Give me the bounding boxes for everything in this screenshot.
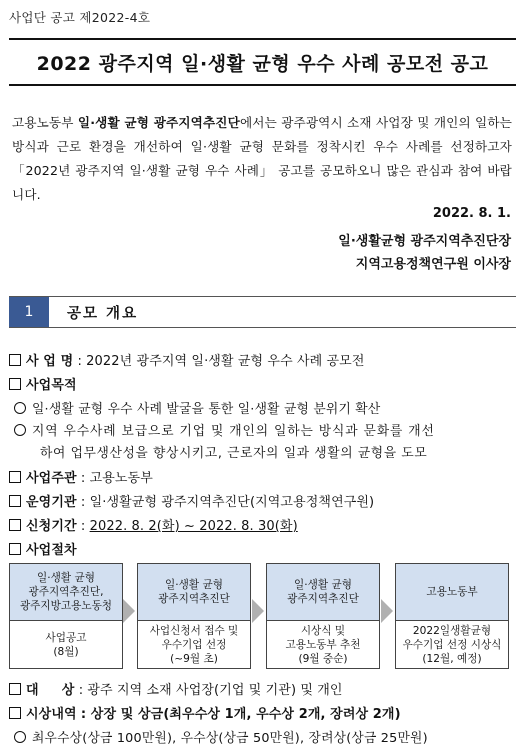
flow-text: 사업공고 <box>45 631 87 644</box>
intro-paragraph <box>12 111 512 207</box>
item-label: 운영기관 <box>26 495 77 510</box>
intro-org-name: 일·생활 균형 광주지역추진단 <box>77 115 240 130</box>
flow-step-1 <box>9 563 123 669</box>
flow-step-task <box>138 621 250 668</box>
circle-bullet-icon <box>14 731 26 743</box>
intro-part-4: 공고를 공모하오니 많은 관심과 참여 바랍니다. <box>12 163 512 202</box>
flow-text: (12월, 예정) <box>422 652 482 665</box>
flow-text: 광주지방고용노동청 <box>19 600 113 612</box>
item-value: : 상장 및 상금(최우수상 1개, 우수상 2개, 장려상 2개) <box>80 707 401 722</box>
flow-text: 일·생활 균형 <box>294 579 352 591</box>
item-label: 신청기간 <box>26 519 77 534</box>
item-label: 사 업 명 <box>26 354 74 369</box>
flow-text: 일·생활 균형 <box>165 579 223 591</box>
flow-text: 시상식 및 <box>300 624 346 637</box>
flow-text: 2022일생활균형 <box>412 624 492 637</box>
flow-text: 일·생활 균형 <box>37 572 95 584</box>
period-value: 2022. 8. 2(화) ~ 2022. 8. 30(화) <box>89 519 298 534</box>
item-operator <box>9 491 374 510</box>
item-period: 신청기간 : 2022. 8. 2(화) ~ 2022. 8. 30(화) <box>9 515 298 534</box>
purpose-point-2 <box>14 420 510 439</box>
circle-bullet-icon <box>14 424 26 436</box>
award-detail <box>14 727 510 746</box>
flow-text: 고용노동부 추천 <box>285 638 361 651</box>
title-banner <box>9 38 516 86</box>
flow-step-org <box>10 564 122 621</box>
checkbox-square-icon <box>9 495 21 507</box>
checkbox-square-icon <box>9 378 21 390</box>
page-title: 2022 광주지역 일·생활 균형 우수 사례 공모전 공고 <box>36 52 489 75</box>
item-value: : 광주 지역 소재 사업장(기업 및 기관) 및 개인 <box>78 683 343 698</box>
item-label: 사업목적 <box>26 378 77 393</box>
flow-step-org <box>138 564 250 621</box>
purpose-text: 일·생활 균형 우수 사례 발굴을 통한 일·생활 균형 분위기 확산 <box>32 402 381 417</box>
item-label: 시상내역 <box>26 707 77 722</box>
flow-text: (8월) <box>53 645 79 658</box>
checkbox-square-icon <box>9 543 21 555</box>
chevron-right-icon <box>380 598 394 624</box>
item-value: : 2022년 광주지역 일·생활 균형 우수 사례 공모전 <box>77 354 365 369</box>
award-detail-text: 최우수상(상금 100만원), 우수상(상금 50만원), 장려상(상금 25만원) <box>32 731 428 746</box>
section-number-badge: 1 <box>9 297 49 327</box>
intro-part-2: 에서는 광주광역시 소재 사업장 및 개인의 일하는 방식과 근로 환경을 개선하여 일·생활 균형 문화를 정착시킨 우수 사례를 선정하고자 <box>12 115 513 154</box>
flow-text: 광주지역추진단 <box>287 593 359 605</box>
checkbox-square-icon <box>9 471 21 483</box>
flow-text: 사업신청서 접수 및 <box>149 624 239 637</box>
signer-chairman: 지역고용정책연구원 이사장 <box>355 257 511 272</box>
item-project-name <box>9 350 364 369</box>
flow-text: 광주지역추진단, <box>28 586 104 598</box>
flow-step-org <box>267 564 379 621</box>
item-host <box>9 467 153 486</box>
item-label: 대 상 <box>26 683 75 698</box>
item-value: : 고용노동부 <box>80 471 153 486</box>
checkbox-square-icon <box>9 707 21 719</box>
section-header <box>9 296 516 328</box>
flow-step-2 <box>137 563 251 669</box>
flow-step-4 <box>395 563 509 669</box>
document-number: 사업단 공고 제2022-4호 <box>9 10 151 25</box>
intro-event-name: 「2022년 광주지역 일·생활 균형 우수 사례」 <box>12 163 274 178</box>
item-label: 사업주관 <box>26 471 77 486</box>
flow-text: (~9월 초) <box>170 652 218 665</box>
checkbox-square-icon <box>9 354 21 366</box>
purpose-text: 지역 우수사례 보급으로 기업 및 개인의 일하는 방식과 문화를 개선 <box>32 424 435 439</box>
item-purpose <box>9 374 77 393</box>
purpose-point-1 <box>14 398 510 417</box>
flow-text: 우수기업 선정 시상식 <box>402 638 502 651</box>
chevron-right-icon <box>122 598 136 624</box>
checkbox-square-icon <box>9 519 21 531</box>
flow-text: (9월 중순) <box>298 652 348 665</box>
item-award <box>9 703 401 722</box>
flow-step-3 <box>266 563 380 669</box>
item-value: : 일·생활균형 광주지역추진단(지역고용정책연구원) <box>80 495 375 510</box>
circle-bullet-icon <box>14 402 26 414</box>
flow-step-task <box>267 621 379 668</box>
signer-director: 일·생활균형 광주지역추진단장 <box>338 234 511 249</box>
intro-part-1: 고용노동부 <box>12 115 78 130</box>
item-process <box>9 539 77 558</box>
section-title: 공모 개요 <box>67 305 139 322</box>
flow-step-task <box>396 621 508 668</box>
flow-text: 우수기업 선정 <box>161 638 227 651</box>
purpose-point-2-continued: 하여 업무생산성을 향상시키고, 근로자의 일과 생활의 균형을 도모 <box>40 446 428 461</box>
flow-text: 고용노동부 <box>426 586 478 598</box>
item-target <box>9 679 343 698</box>
checkbox-square-icon <box>9 683 21 695</box>
announcement-date: 2022. 8. 1. <box>432 206 511 221</box>
flow-step-org <box>396 564 508 621</box>
flow-text: 광주지역추진단 <box>158 593 230 605</box>
flow-step-task <box>10 621 122 668</box>
chevron-right-icon <box>251 598 265 624</box>
item-label: 사업절차 <box>26 543 77 558</box>
